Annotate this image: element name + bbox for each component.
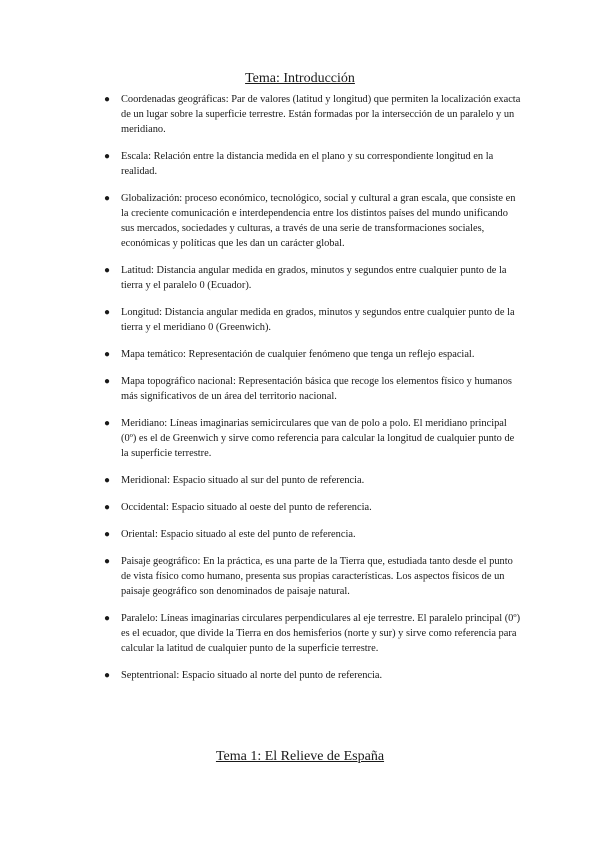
glossary-list xyxy=(104,92,521,695)
next-section-title: Tema 1: El Relieve de España xyxy=(215,749,385,764)
section-title: Tema: Introducción xyxy=(245,71,355,86)
bullet-icon: ● xyxy=(104,193,111,204)
glossary-entry xyxy=(104,191,521,251)
glossary-entry xyxy=(104,527,521,542)
glossary-entry xyxy=(104,263,521,293)
entry-text: Meridional: Espacio situado al sur del punto de referencia. xyxy=(121,475,365,486)
entry-text: Meridiano: Líneas imaginarias semicirculares que van de polo a polo. El meridiano principal (0º) es el de Greenwich y sirve como referencia para calcular la longitud de cualquier punto de la superficie terrestre. xyxy=(121,418,515,459)
bullet-icon: ● xyxy=(104,307,111,318)
entry-text: Oriental: Espacio situado al este del punto de referencia. xyxy=(121,529,356,540)
entry-text: Coordenadas geográficas: Par de valores (latitud y longitud) que permiten la localización exacta de un lugar sobre la superficie terrestre. Están formadas por la intersección de un paralelo y un meridiano. xyxy=(121,94,521,135)
bullet-icon: ● xyxy=(104,376,111,387)
bullet-icon: ● xyxy=(104,349,111,360)
bullet-icon: ● xyxy=(104,670,111,681)
entry-text: Latitud: Distancia angular medida en grados, minutos y segundos entre cualquier punto de la tierra y el paralelo 0 (Ecuador). xyxy=(121,265,507,291)
glossary-entry xyxy=(104,554,521,599)
entry-text: Occidental: Espacio situado al oeste del punto de referencia. xyxy=(121,502,372,513)
glossary-entry xyxy=(104,473,521,488)
bullet-icon: ● xyxy=(104,613,111,624)
glossary-entry xyxy=(104,347,521,362)
bullet-icon: ● xyxy=(104,529,111,540)
bullet-icon: ● xyxy=(104,502,111,513)
entry-text: Longitud: Distancia angular medida en grados, minutos y segundos entre cualquier punto de la tierra y el meridiano 0 (Greenwich). xyxy=(121,307,515,333)
glossary-entry xyxy=(104,374,521,404)
entry-text: Paralelo: Líneas imaginarias circulares perpendiculares al eje terrestre. El paralelo principal (0º) es el ecuador, que divide la Tierra en dos hemisferios (norte y sur) y sirve como referencia para calcular la latitud de cualquier punto de la superficie terrestre. xyxy=(121,613,521,654)
entry-text: Septentrional: Espacio situado al norte del punto de referencia. xyxy=(121,670,383,681)
bullet-icon: ● xyxy=(104,418,111,429)
bullet-icon: ● xyxy=(104,265,111,276)
bullet-icon: ● xyxy=(104,475,111,486)
glossary-entry xyxy=(104,416,521,461)
entry-text: Globalización: proceso económico, tecnológico, social y cultural a gran escala, que consiste en la creciente comunicación e interdependencia entre los distintos países del mundo unificando sus mercados, sociedades y culturas, a través de una serie de transformaciones sociales, económicas y políticas que les dan un carácter global. xyxy=(121,193,516,249)
bullet-icon: ● xyxy=(104,556,111,567)
entry-text: Paisaje geográfico: En la práctica, es una parte de la Tierra que, estudiada tanto desde el punto de vista físico como humano, presenta sus propias características. Los aspectos físicos de un paisaje geográfico son denominados de paisaje natural. xyxy=(121,556,513,597)
glossary-entry xyxy=(104,305,521,335)
bullet-icon: ● xyxy=(104,94,111,105)
glossary-entry xyxy=(104,92,521,137)
glossary-entry xyxy=(104,668,521,683)
glossary-entry xyxy=(104,149,521,179)
entry-text: Escala: Relación entre la distancia medida en el plano y su correspondiente longitud en la realidad. xyxy=(121,151,494,177)
entry-text: Mapa temático: Representación de cualquier fenómeno que tenga un reflejo espacial. xyxy=(121,349,475,360)
entry-text: Mapa topográfico nacional: Representación básica que recoge los elementos físico y humanos más significativos de un área del territorio nacional. xyxy=(121,376,512,402)
bullet-icon: ● xyxy=(104,151,111,162)
glossary-entry xyxy=(104,611,521,656)
glossary-entry xyxy=(104,500,521,515)
